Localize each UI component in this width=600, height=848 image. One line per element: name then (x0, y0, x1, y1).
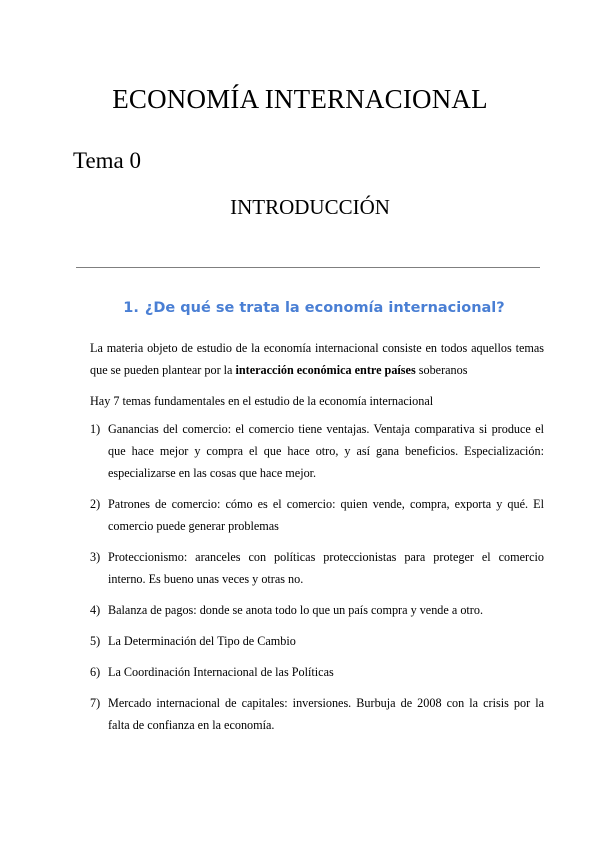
list-marker: 6) (90, 665, 101, 679)
list-marker: 3) (90, 550, 101, 564)
list-item-text: Mercado internacional de capitales: inversiones. Burbuja de 2008 con la crisis por la falta de confianza en la economía. (108, 696, 544, 732)
list-item (90, 418, 544, 484)
tema-label: Tema 0 (73, 148, 142, 173)
list-item-text: La Determinación del Tipo de Cambio (108, 634, 296, 648)
intro-paragraph-bold: interacción económica entre países (235, 363, 416, 377)
list-item-text: Patrones de comercio: cómo es el comercio: quien vende, compra, exporta y qué. El comercio puede generar problemas (108, 497, 544, 533)
document-title: ECONOMÍA INTERNACIONAL (112, 84, 488, 114)
list-item-text: Ganancias del comercio: el comercio tiene ventajas. Ventaja comparativa si produce el que hace mejor y compra el que hace otro, y así gana beneficios. Especialización: especializarse en las cosas que hace mejor. (108, 422, 544, 480)
list-item-text: Balanza de pagos: donde se anota todo lo que un país compra y vende a otro. (108, 603, 483, 617)
list-item-text: La Coordinación Internacional de las Políticas (108, 665, 334, 679)
list-item-text: Proteccionismo: aranceles con políticas proteccionistas para proteger el comercio interno. Es bueno unas veces y otras no. (108, 550, 544, 586)
topics-list (90, 418, 544, 745)
intro-paragraph-text-before: La materia objeto de estudio de la economía internacional consiste en todos aquellos temas que se pueden plantear por la (90, 341, 544, 377)
list-item (90, 493, 544, 537)
list-item (90, 692, 544, 736)
list-item (90, 630, 544, 652)
document-subtitle: INTRODUCCIÓN (230, 195, 390, 219)
topics-intro-paragraph: Hay 7 temas fundamentales en el estudio de la economía internacional (90, 394, 434, 408)
list-marker: 2) (90, 497, 101, 511)
section-number: 1. (123, 300, 139, 316)
list-item (90, 546, 544, 590)
list-marker: 1) (90, 422, 101, 436)
list-marker: 4) (90, 603, 101, 617)
list-marker: 5) (90, 634, 101, 648)
horizontal-divider (76, 267, 540, 268)
intro-paragraph (90, 337, 544, 381)
intro-paragraph-text-after: soberanos (415, 363, 468, 377)
section-heading-text: ¿De qué se trata la economía internacional? (144, 300, 505, 316)
list-item (90, 599, 544, 621)
list-marker: 7) (90, 696, 101, 710)
list-item (90, 661, 544, 683)
section-heading (0, 300, 600, 316)
